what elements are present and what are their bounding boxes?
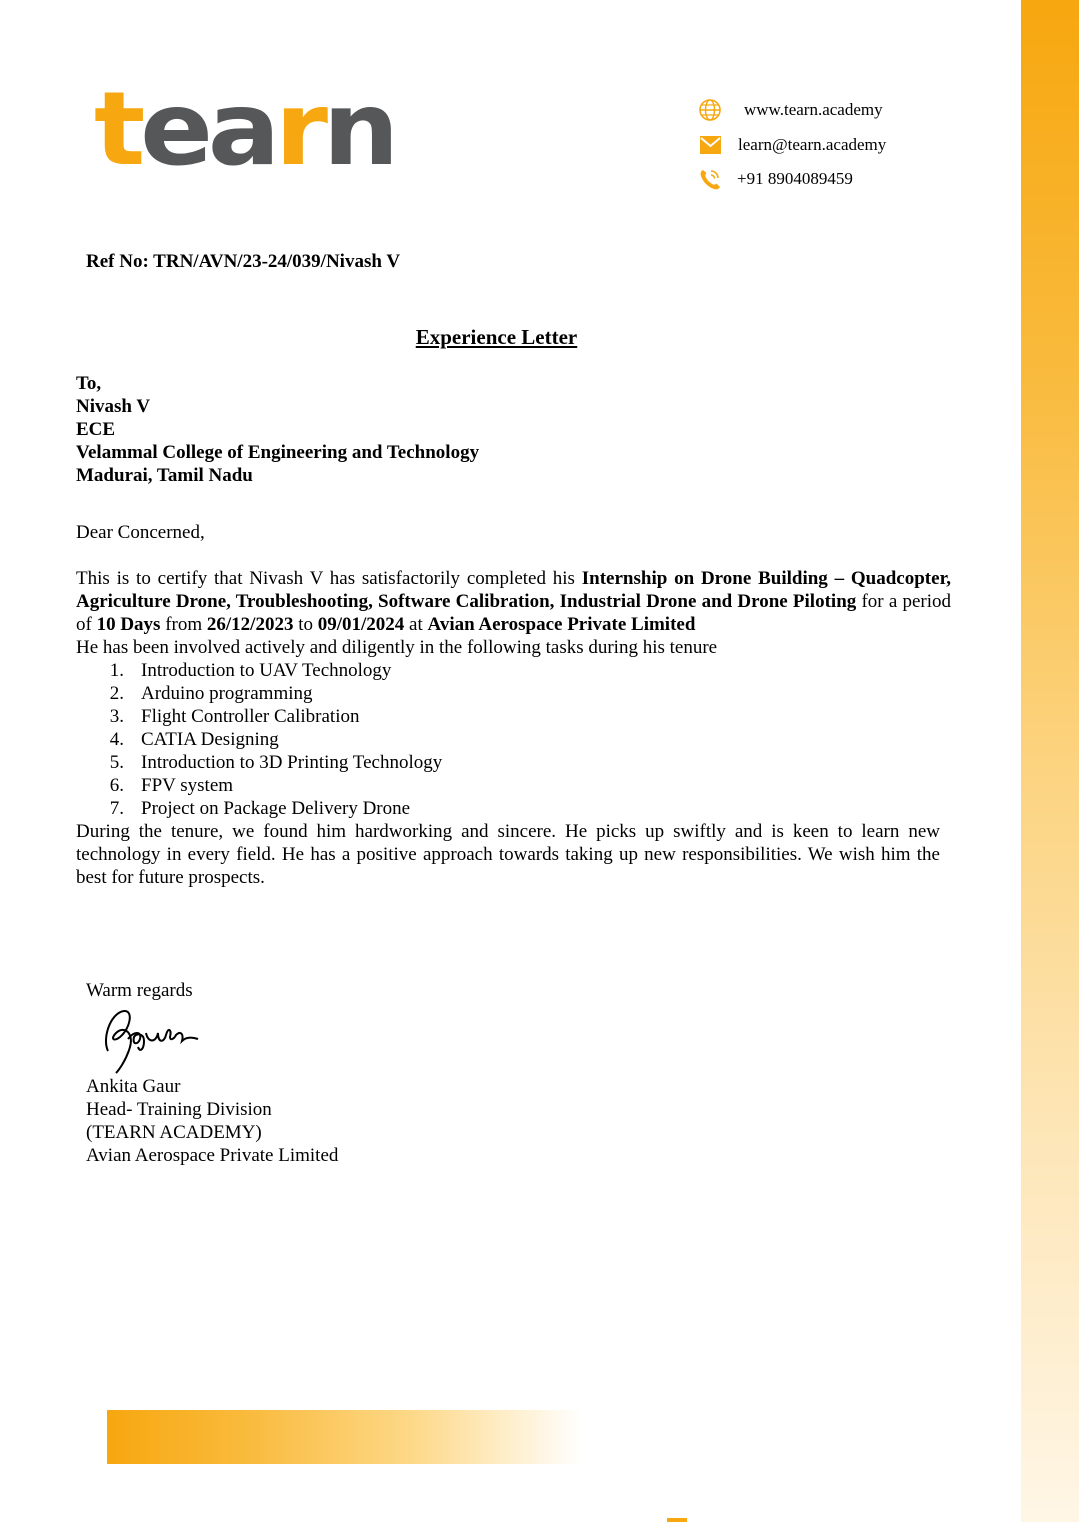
greeting: Dear Concerned, — [76, 522, 205, 543]
side-accent-bar — [1021, 0, 1079, 1522]
certify-text-4: to — [298, 614, 313, 635]
recipient-department: ECE — [76, 419, 116, 440]
mail-icon — [697, 133, 723, 157]
recipient-city: Madurai, Tamil Nadu — [76, 465, 253, 486]
svg-text:tearn: tearn — [94, 80, 394, 174]
signatory-block — [86, 1075, 338, 1167]
involved-text: He has been involved actively and diligently in the following tasks during his tenure — [76, 637, 718, 658]
program-name: Internship on Drone Building – Quadcopter, Agriculture Drone, Troubleshooting, Software Calibration, Industrial Drone and Drone Piloting — [76, 568, 952, 612]
certify-text-5: at — [409, 614, 423, 635]
recipient-name: Nivash V — [76, 396, 151, 417]
certify-text-2: for a period of — [76, 591, 951, 635]
email-row — [697, 133, 887, 157]
globe-icon — [697, 98, 723, 122]
task-item: 6. FPV system — [109, 775, 234, 796]
email-link[interactable]: learn@tearn.academy — [738, 135, 887, 154]
signatory-role: Head- Training Division — [86, 1099, 272, 1120]
start-date: 26/12/2023 — [206, 614, 294, 635]
logo-letter-t: t — [94, 80, 138, 174]
recipient-college: Velammal College of Engineering and Technology — [76, 442, 480, 463]
task-item: 5. Introduction to 3D Printing Technology — [109, 752, 443, 773]
certify-paragraph — [76, 567, 951, 636]
tearn-logo — [94, 80, 398, 174]
website-link[interactable]: www.tearn.academy — [744, 100, 883, 119]
duration: 10 Days — [96, 614, 161, 635]
task-item: 7. Project on Package Delivery Drone — [109, 798, 411, 819]
certify-text-1: This is to certify that Nivash V has satisfactorily completed his — [76, 568, 575, 589]
footer-accent-dash — [667, 1518, 687, 1522]
task-list — [76, 659, 951, 820]
signatory-company: Avian Aerospace Private Limited — [86, 1145, 339, 1166]
signoff: Warm regards — [86, 980, 193, 1001]
company-name: Avian Aerospace Private Limited — [427, 614, 696, 635]
signatory-name: Ankita Gaur — [86, 1076, 181, 1097]
task-item: 2. Arduino programming — [109, 683, 313, 704]
website-row — [697, 98, 883, 122]
address-salutation: To, — [76, 373, 102, 394]
letter-body — [76, 567, 951, 889]
closing-paragraph: During the tenure, we found him hardworking and sincere. He picks up swiftly and is keen to learn new technology in every field. He has a positive approach towards taking up new responsibilities. We wish him the best for future prospects. — [76, 821, 940, 888]
certify-text-3: from — [165, 614, 203, 635]
signature — [100, 1003, 210, 1075]
letter-title: Experience Letter — [415, 325, 578, 349]
phone-number[interactable]: +91 8904089459 — [737, 169, 853, 188]
footer-accent-band — [107, 1410, 582, 1464]
end-date: 09/01/2024 — [317, 614, 405, 635]
signatory-org: (TEARN ACADEMY) — [86, 1122, 262, 1143]
phone-icon — [697, 167, 723, 191]
recipient-address — [76, 372, 479, 487]
task-item: 4. CATIA Designing — [109, 729, 279, 750]
reference-number: Ref No: TRN/AVN/23-24/039/Nivash V — [86, 251, 401, 272]
task-item: 1. Introduction to UAV Technology — [109, 660, 392, 681]
phone-row — [697, 167, 853, 191]
task-item: 3. Flight Controller Calibration — [109, 706, 360, 727]
